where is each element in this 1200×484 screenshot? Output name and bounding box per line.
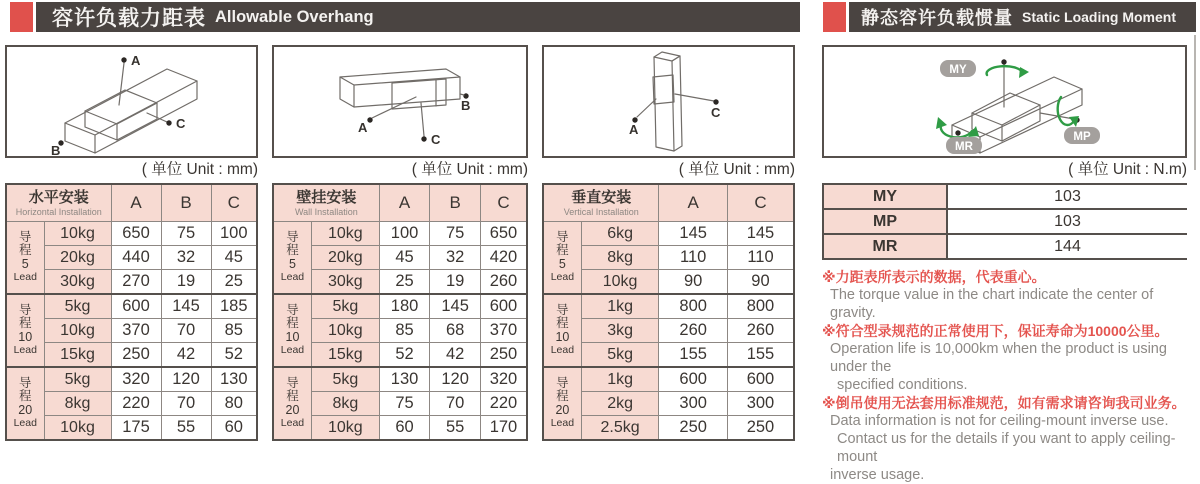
section-title-en: Static Loading Moment <box>1022 9 1176 25</box>
value-cell: 70 <box>161 319 211 343</box>
table-title-zh: 水平安装 <box>28 189 89 206</box>
note-line: Operation life is 10,000km when the product is using under the <box>830 341 1167 375</box>
header-bar <box>849 2 1196 32</box>
value-cell: 100 <box>379 222 430 246</box>
value-cell: 220 <box>480 392 527 416</box>
value-cell: 180 <box>379 294 430 319</box>
lead-cell: 导 程 5 Lead <box>273 222 311 295</box>
value-cell: 100 <box>211 222 257 246</box>
value-cell: 52 <box>379 343 430 368</box>
value-cell: 185 <box>211 294 257 319</box>
value-cell: 370 <box>480 319 527 343</box>
label-c: C <box>431 132 441 147</box>
label-b: B <box>461 98 471 113</box>
table-row <box>273 270 527 295</box>
value-cell: 60 <box>379 416 430 441</box>
table-row <box>543 319 794 343</box>
table-title-en: Horizontal Installation <box>15 207 102 217</box>
value-cell: 42 <box>430 343 481 368</box>
column-header-b: B <box>430 184 481 222</box>
load-cell: 10kg <box>44 416 111 441</box>
overhang-table <box>542 183 795 441</box>
note-line: ※符合型录规范的正常使用下，保证寿命为10000公里。 <box>822 323 1169 339</box>
load-cell: 10kg <box>581 270 659 295</box>
vertical-installation-table <box>542 183 795 441</box>
value-cell: 80 <box>211 392 257 416</box>
load-cell: 8kg <box>581 246 659 270</box>
value-cell: 600 <box>727 367 794 392</box>
table-row <box>273 222 527 246</box>
horizontal-installation-drawing <box>7 47 256 156</box>
table-row <box>543 270 794 295</box>
value-cell: 19 <box>430 270 481 295</box>
unit-label-mm: ( 单位 Unit : mm) <box>678 161 795 178</box>
table-row <box>6 343 257 368</box>
column-header-b: B <box>161 184 211 222</box>
value-cell: 800 <box>727 294 794 319</box>
value-cell: 155 <box>727 343 794 368</box>
value-cell: 250 <box>727 416 794 441</box>
table-row <box>543 343 794 368</box>
column-header-c: C <box>211 184 257 222</box>
value-cell: 145 <box>161 294 211 319</box>
red-accent-square <box>823 2 846 32</box>
value-cell: 170 <box>480 416 527 441</box>
section-title-zh: 容许负载力距表 <box>52 7 206 30</box>
load-cell: 10kg <box>311 222 379 246</box>
value-cell: 25 <box>211 270 257 295</box>
value-cell: 800 <box>659 294 728 319</box>
note-line: Data information is not for ceiling-mount inverse use. <box>830 413 1169 429</box>
value-cell: 420 <box>480 246 527 270</box>
table-row <box>6 416 257 441</box>
moment-label: MP <box>822 210 948 233</box>
note-line: Contact us for the details if you want to apply ceiling-mount <box>837 431 1176 465</box>
value-cell: 70 <box>430 392 481 416</box>
load-cell: 5kg <box>581 343 659 368</box>
value-cell: 85 <box>379 319 430 343</box>
lead-cell: 导 程 5 Lead <box>6 222 44 295</box>
value-cell: 19 <box>161 270 211 295</box>
lead-cell: 导 程 5 Lead <box>543 222 581 295</box>
value-cell: 370 <box>111 319 161 343</box>
value-cell: 130 <box>211 367 257 392</box>
value-cell: 250 <box>480 343 527 368</box>
load-cell: 6kg <box>581 222 659 246</box>
value-cell: 250 <box>111 343 161 368</box>
table-row <box>543 367 794 392</box>
section-header-static-loading-moment <box>823 2 1196 32</box>
note-line: ※倒吊使用无法套用标准规范，如有需求请咨询我司业务。 <box>822 395 1186 411</box>
load-cell: 2.5kg <box>581 416 659 441</box>
value-cell: 220 <box>111 392 161 416</box>
moment-label: MY <box>822 185 948 208</box>
table-row <box>273 367 527 392</box>
value-cell: 110 <box>659 246 728 270</box>
label-c: C <box>176 116 186 131</box>
unit-label-nm: ( 单位 Unit : N.m) <box>1068 161 1187 178</box>
moment-row <box>822 235 1187 260</box>
header-bar <box>36 2 800 32</box>
value-cell: 75 <box>430 222 481 246</box>
table-row <box>543 246 794 270</box>
table-row <box>273 294 527 319</box>
value-cell: 440 <box>111 246 161 270</box>
horizontal-installation-table <box>5 183 258 441</box>
section-title-zh: 静态容许负载惯量 <box>861 8 1013 28</box>
table-row <box>6 294 257 319</box>
load-cell: 20kg <box>44 246 111 270</box>
label-b: B <box>51 143 61 158</box>
column-header-a: A <box>111 184 161 222</box>
label-a: A <box>629 122 639 137</box>
value-cell: 300 <box>659 392 728 416</box>
load-cell: 5kg <box>44 294 111 319</box>
value-cell: 650 <box>480 222 527 246</box>
value-cell: 68 <box>430 319 481 343</box>
load-cell: 10kg <box>311 319 379 343</box>
value-cell: 260 <box>659 319 728 343</box>
load-cell: 1kg <box>581 294 659 319</box>
load-cell: 5kg <box>44 367 111 392</box>
overhang-table <box>5 183 258 441</box>
load-cell: 8kg <box>311 392 379 416</box>
value-cell: 55 <box>161 416 211 441</box>
value-cell: 60 <box>211 416 257 441</box>
value-cell: 600 <box>480 294 527 319</box>
load-cell: 1kg <box>581 367 659 392</box>
value-cell: 90 <box>727 270 794 295</box>
diagram-horizontal-installation <box>5 45 258 158</box>
value-cell: 25 <box>379 270 430 295</box>
value-cell: 42 <box>161 343 211 368</box>
section-header-allowable-overhang <box>10 2 800 32</box>
moment-label: MR <box>822 235 948 258</box>
wall-installation-drawing <box>274 47 526 156</box>
value-cell: 260 <box>480 270 527 295</box>
table-row <box>6 270 257 295</box>
value-cell: 155 <box>659 343 728 368</box>
value-cell: 130 <box>379 367 430 392</box>
table-row <box>273 416 527 441</box>
page-edge-rule <box>1194 35 1196 170</box>
value-cell: 70 <box>161 392 211 416</box>
table-row <box>543 222 794 246</box>
load-cell: 2kg <box>581 392 659 416</box>
label-c: C <box>711 105 721 120</box>
note-line: specified conditions. <box>837 377 968 393</box>
value-cell: 600 <box>111 294 161 319</box>
load-cell: 3kg <box>581 319 659 343</box>
value-cell: 320 <box>480 367 527 392</box>
my-badge-label: MY <box>949 64 967 76</box>
label-a: A <box>131 53 141 68</box>
value-cell: 600 <box>659 367 728 392</box>
value-cell: 45 <box>211 246 257 270</box>
diagram-wall-installation <box>272 45 528 158</box>
moment-value: 103 <box>1054 187 1081 205</box>
value-cell: 75 <box>161 222 211 246</box>
table-row <box>6 222 257 246</box>
table-title-en: Vertical Installation <box>563 207 639 217</box>
lead-cell: 导 程 20 Lead <box>273 367 311 440</box>
note-line: inverse usage. <box>830 467 925 483</box>
table-row <box>543 416 794 441</box>
table-row <box>6 367 257 392</box>
value-cell: 52 <box>211 343 257 368</box>
unit-label-mm: ( 单位 Unit : mm) <box>411 161 528 178</box>
value-cell: 320 <box>111 367 161 392</box>
value-cell: 270 <box>111 270 161 295</box>
load-cell: 15kg <box>44 343 111 368</box>
load-cell: 5kg <box>311 294 379 319</box>
value-cell: 110 <box>727 246 794 270</box>
value-cell: 300 <box>727 392 794 416</box>
load-cell: 30kg <box>44 270 111 295</box>
value-cell: 145 <box>727 222 794 246</box>
load-cell: 15kg <box>311 343 379 368</box>
value-cell: 90 <box>659 270 728 295</box>
table-title <box>543 184 659 222</box>
column-header-a: A <box>659 184 728 222</box>
value-cell: 260 <box>727 319 794 343</box>
table-row <box>543 392 794 416</box>
moment-value: 144 <box>1054 237 1081 255</box>
value-cell: 120 <box>161 367 211 392</box>
load-cell: 30kg <box>311 270 379 295</box>
diagram-vertical-installation <box>542 45 795 158</box>
value-cell: 85 <box>211 319 257 343</box>
table-row <box>273 343 527 368</box>
lead-cell: 导 程 10 Lead <box>543 294 581 367</box>
value-cell: 650 <box>111 222 161 246</box>
table-title <box>6 184 111 222</box>
lead-cell: 导 程 10 Lead <box>273 294 311 367</box>
value-cell: 145 <box>659 222 728 246</box>
note-line: ※力距表所表示的数据，代表重心。 <box>822 269 1046 285</box>
table-title-zh: 垂直安装 <box>571 189 632 206</box>
value-cell: 145 <box>430 294 481 319</box>
moment-row <box>822 210 1187 235</box>
load-cell: 5kg <box>311 367 379 392</box>
load-cell: 10kg <box>311 416 379 441</box>
value-cell: 175 <box>111 416 161 441</box>
section-title-en: Allowable Overhang <box>215 7 374 26</box>
value-cell: 250 <box>659 416 728 441</box>
value-cell: 32 <box>430 246 481 270</box>
note-line: The torque value in the chart indicate the center of gravity. <box>830 287 1154 321</box>
table-title-zh: 壁挂安装 <box>296 189 357 206</box>
moment-row <box>822 185 1187 210</box>
table-title-en: Wall Installation <box>295 207 358 217</box>
column-header-a: A <box>379 184 430 222</box>
moment-table <box>822 183 1187 260</box>
column-header-c: C <box>480 184 527 222</box>
table-row <box>6 319 257 343</box>
label-a: A <box>358 120 368 135</box>
table-row <box>273 246 527 270</box>
load-cell: 10kg <box>44 319 111 343</box>
notes <box>822 268 1200 484</box>
moment-axes-drawing <box>824 47 1185 156</box>
diagram-static-loading-moment <box>822 45 1187 158</box>
vertical-installation-drawing <box>544 47 793 156</box>
table-row <box>273 392 527 416</box>
load-cell: 10kg <box>44 222 111 246</box>
unit-label-mm: ( 单位 Unit : mm) <box>141 161 258 178</box>
lead-cell: 导 程 20 Lead <box>543 367 581 440</box>
table-row <box>543 294 794 319</box>
lead-cell: 导 程 20 Lead <box>6 367 44 440</box>
table-row <box>6 392 257 416</box>
value-cell: 32 <box>161 246 211 270</box>
table-row <box>273 319 527 343</box>
lead-cell: 导 程 10 Lead <box>6 294 44 367</box>
moment-value: 103 <box>1054 212 1081 230</box>
value-cell: 120 <box>430 367 481 392</box>
red-accent-square <box>10 2 33 32</box>
wall-installation-table <box>272 183 528 441</box>
value-cell: 75 <box>379 392 430 416</box>
table-title <box>273 184 379 222</box>
mp-badge-label: MP <box>1073 131 1091 143</box>
load-cell: 20kg <box>311 246 379 270</box>
table-row <box>6 246 257 270</box>
value-cell: 45 <box>379 246 430 270</box>
load-cell: 8kg <box>44 392 111 416</box>
overhang-table <box>272 183 528 441</box>
column-header-c: C <box>727 184 794 222</box>
mr-badge-label: MR <box>955 141 973 153</box>
value-cell: 55 <box>430 416 481 441</box>
